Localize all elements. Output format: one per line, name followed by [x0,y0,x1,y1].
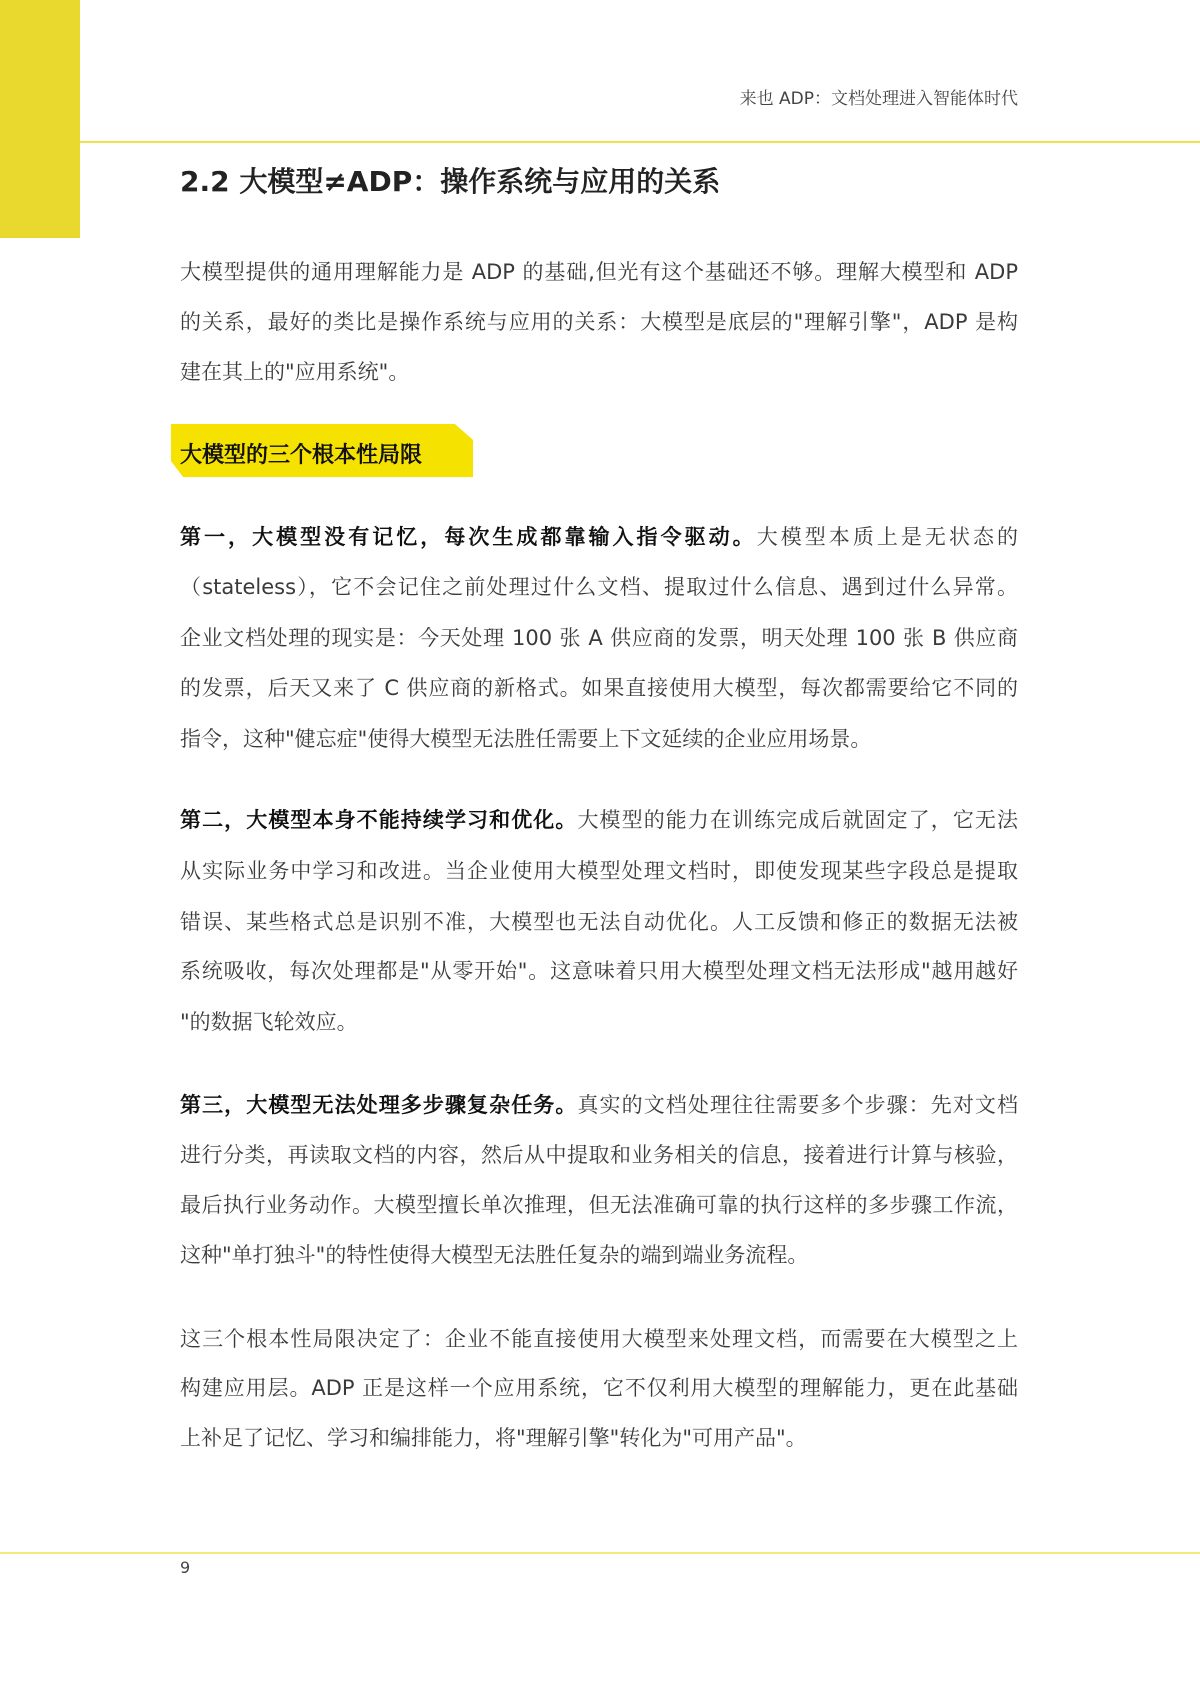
text-line [180,523,1018,551]
text-line: 从实际业务中学习和改进。当企业使用大模型处理文档时，即使发现某些字段总是提取 [180,859,1018,883]
text-line: 指令，这种"健忘症"使得大模型无法胜任需要上下文延续的企业应用场景。 [180,727,872,751]
text-line: 的发票，后天又来了 C 供应商的新格式。如果直接使用大模型，每次都需要给它不同的 [180,676,1018,700]
text-line: 最后执行业务动作。大模型擅长单次推理，但无法准确可靠的执行这样的多步骤工作流， [180,1193,1018,1217]
text-line: 的关系，最好的类比是操作系统与应用的关系：大模型是底层的"理解引擎"，ADP 是构 [180,310,1018,334]
text-span: 大模型本质上是无状态的 [756,525,1019,549]
footer-divider [0,1552,1200,1554]
subheading-tag: 大模型的三个根本性局限 [180,443,423,468]
text-line: 这三个根本性局限决定了：企业不能直接使用大模型来处理文档，而需要在大模型之上 [180,1327,1018,1351]
lead-sentence: 第三，大模型无法处理多步骤复杂任务。 [180,1093,578,1117]
text-line: 进行分类，再读取文档的内容，然后从中提取和业务相关的信息，接着进行计算与核验， [180,1143,1018,1167]
section-title: 2.2 大模型≠ADP：操作系统与应用的关系 [180,165,721,198]
text-line: 大模型提供的通用理解能力是 ADP 的基础,但光有这个基础还不够。理解大模型和 ADP [180,260,1018,284]
text-line: "的数据飞轮效应。 [180,1010,358,1034]
running-header: 来也 ADP：文档处理进入智能体时代 [739,89,1018,109]
lead-sentence: 第一，大模型没有记忆，每次生成都靠输入指令驱动。 [180,525,757,549]
text-span: 真实的文档处理往往需要多个步骤：先对文档 [577,1093,1019,1117]
text-line: 上补足了记忆、学习和编排能力，将"理解引擎"转化为"可用产品"。 [180,1426,807,1450]
text-line: 构建应用层。ADP 正是这样一个应用系统，它不仅利用大模型的理解能力，更在此基础 [180,1376,1018,1400]
text-line: 企业文档处理的现实是：今天处理 100 张 A 供应商的发票，明天处理 100 张 B 供应商 [180,626,1018,650]
text-line [180,806,1018,834]
corner-accent-block [0,0,80,238]
lead-sentence: 第二，大模型本身不能持续学习和优化。 [180,808,578,832]
header-divider [80,141,1200,143]
text-line: 建在其上的"应用系统"。 [180,360,410,384]
text-line: 这种"单打独斗"的特性使得大模型无法胜任复杂的端到端业务流程。 [180,1243,809,1267]
text-line: （stateless），它不会记住之前处理过什么文档、提取过什么信息、遇到过什么异常。 [180,575,1018,599]
text-line [180,1091,1018,1119]
text-span: 大模型的能力在训练完成后就固定了，它无法 [577,808,1019,832]
text-line: 系统吸收，每次处理都是"从零开始"。这意味着只用大模型处理文档无法形成"越用越好 [180,959,1018,983]
text-line: 错误、某些格式总是识别不准，大模型也无法自动优化。人工反馈和修正的数据无法被 [180,910,1018,934]
page-number: 9 [180,1558,191,1577]
